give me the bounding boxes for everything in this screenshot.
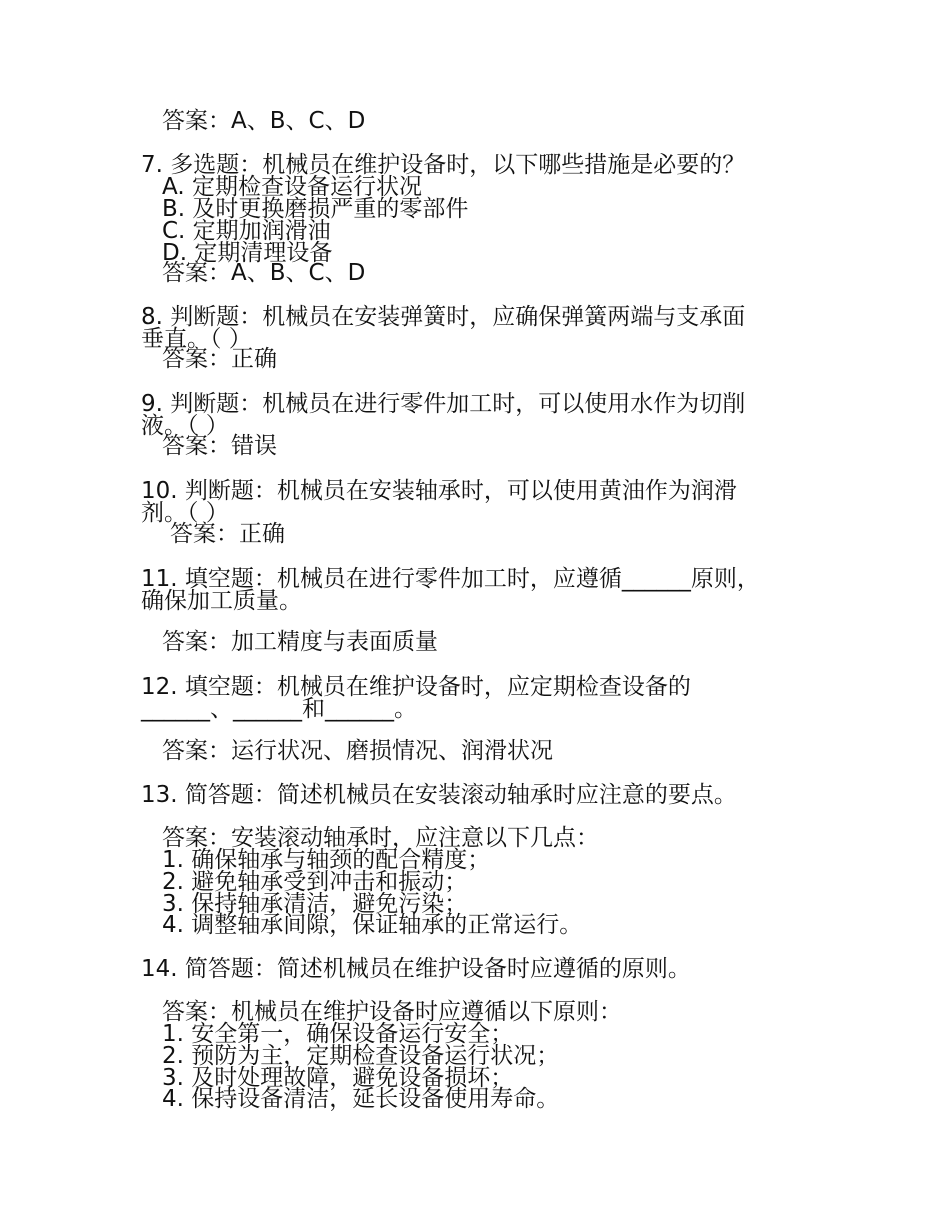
option-d: D. 定期清理设备	[162, 240, 333, 266]
option-c: C. 定期加润滑油	[162, 218, 331, 244]
answer-text: 答案：正确	[162, 346, 277, 372]
answer-line: 3. 保持轴承清洁，避免污染；	[162, 891, 468, 917]
answer-text: 答案：机械员在维护设备时应遵循以下原则：	[162, 999, 622, 1025]
answer-text: 答案：运行状况、磨损情况、润滑状况	[162, 738, 553, 764]
question-12-line1: 12. 填空题：机械员在维护设备时，应定期检查设备的	[141, 674, 691, 700]
answer-line: 1. 确保轴承与轴颈的配合精度；	[162, 847, 491, 873]
question-9-line1: 9. 判断题：机械员在进行零件加工时，可以使用水作为切削	[141, 391, 746, 417]
answer-line: 1. 安全第一，确保设备运行安全；	[162, 1021, 514, 1047]
answer-text: 答案：错误	[162, 433, 277, 459]
answer-text: 答案：加工精度与表面质量	[162, 629, 438, 655]
question-7: 7. 多选题：机械员在维护设备时，以下哪些措施是必要的？	[141, 152, 746, 178]
answer-text: 答案：A、B、C、D	[162, 108, 366, 134]
answer-text: 答案：安装滚动轴承时，应注意以下几点：	[162, 825, 599, 851]
question-10-line2: 剂。（ ）	[141, 500, 229, 526]
answer-text: 答案：正确	[170, 521, 285, 547]
question-8-line1: 8. 判断题：机械员在安装弹簧时，应确保弹簧两端与支承面	[141, 304, 746, 330]
option-b: B. 及时更换磨损严重的零部件	[162, 196, 469, 222]
question-11-line2: 确保加工质量。	[141, 588, 302, 614]
question-8-line2: 垂直。（ ）	[141, 326, 252, 352]
answer-text: 答案：A、B、C、D	[162, 260, 366, 286]
answer-line: 2. 避免轴承受到冲击和振动；	[162, 869, 468, 895]
option-a: A. 定期检查设备运行状况	[162, 174, 422, 200]
answer-line: 3. 及时处理故障，避免设备损坏；	[162, 1065, 514, 1091]
question-12-line2: ______、______和______。	[141, 696, 417, 722]
answer-line: 4. 保持设备清洁，延长设备使用寿命。	[162, 1086, 560, 1112]
question-14: 14. 简答题：简述机械员在维护设备时应遵循的原则。	[141, 956, 691, 982]
question-10-line1: 10. 判断题：机械员在安装轴承时，可以使用黄油作为润滑	[141, 478, 737, 504]
answer-line: 4. 调整轴承间隙，保证轴承的正常运行。	[162, 912, 583, 938]
question-9-line2: 液。（ ）	[141, 413, 229, 439]
answer-line: 2. 预防为主，定期检查设备运行状况；	[162, 1043, 560, 1069]
question-11-line1: 11. 填空题：机械员在进行零件加工时，应遵循______原则，	[141, 566, 760, 592]
question-13: 13. 简答题：简述机械员在安装滚动轴承时应注意的要点。	[141, 782, 737, 808]
